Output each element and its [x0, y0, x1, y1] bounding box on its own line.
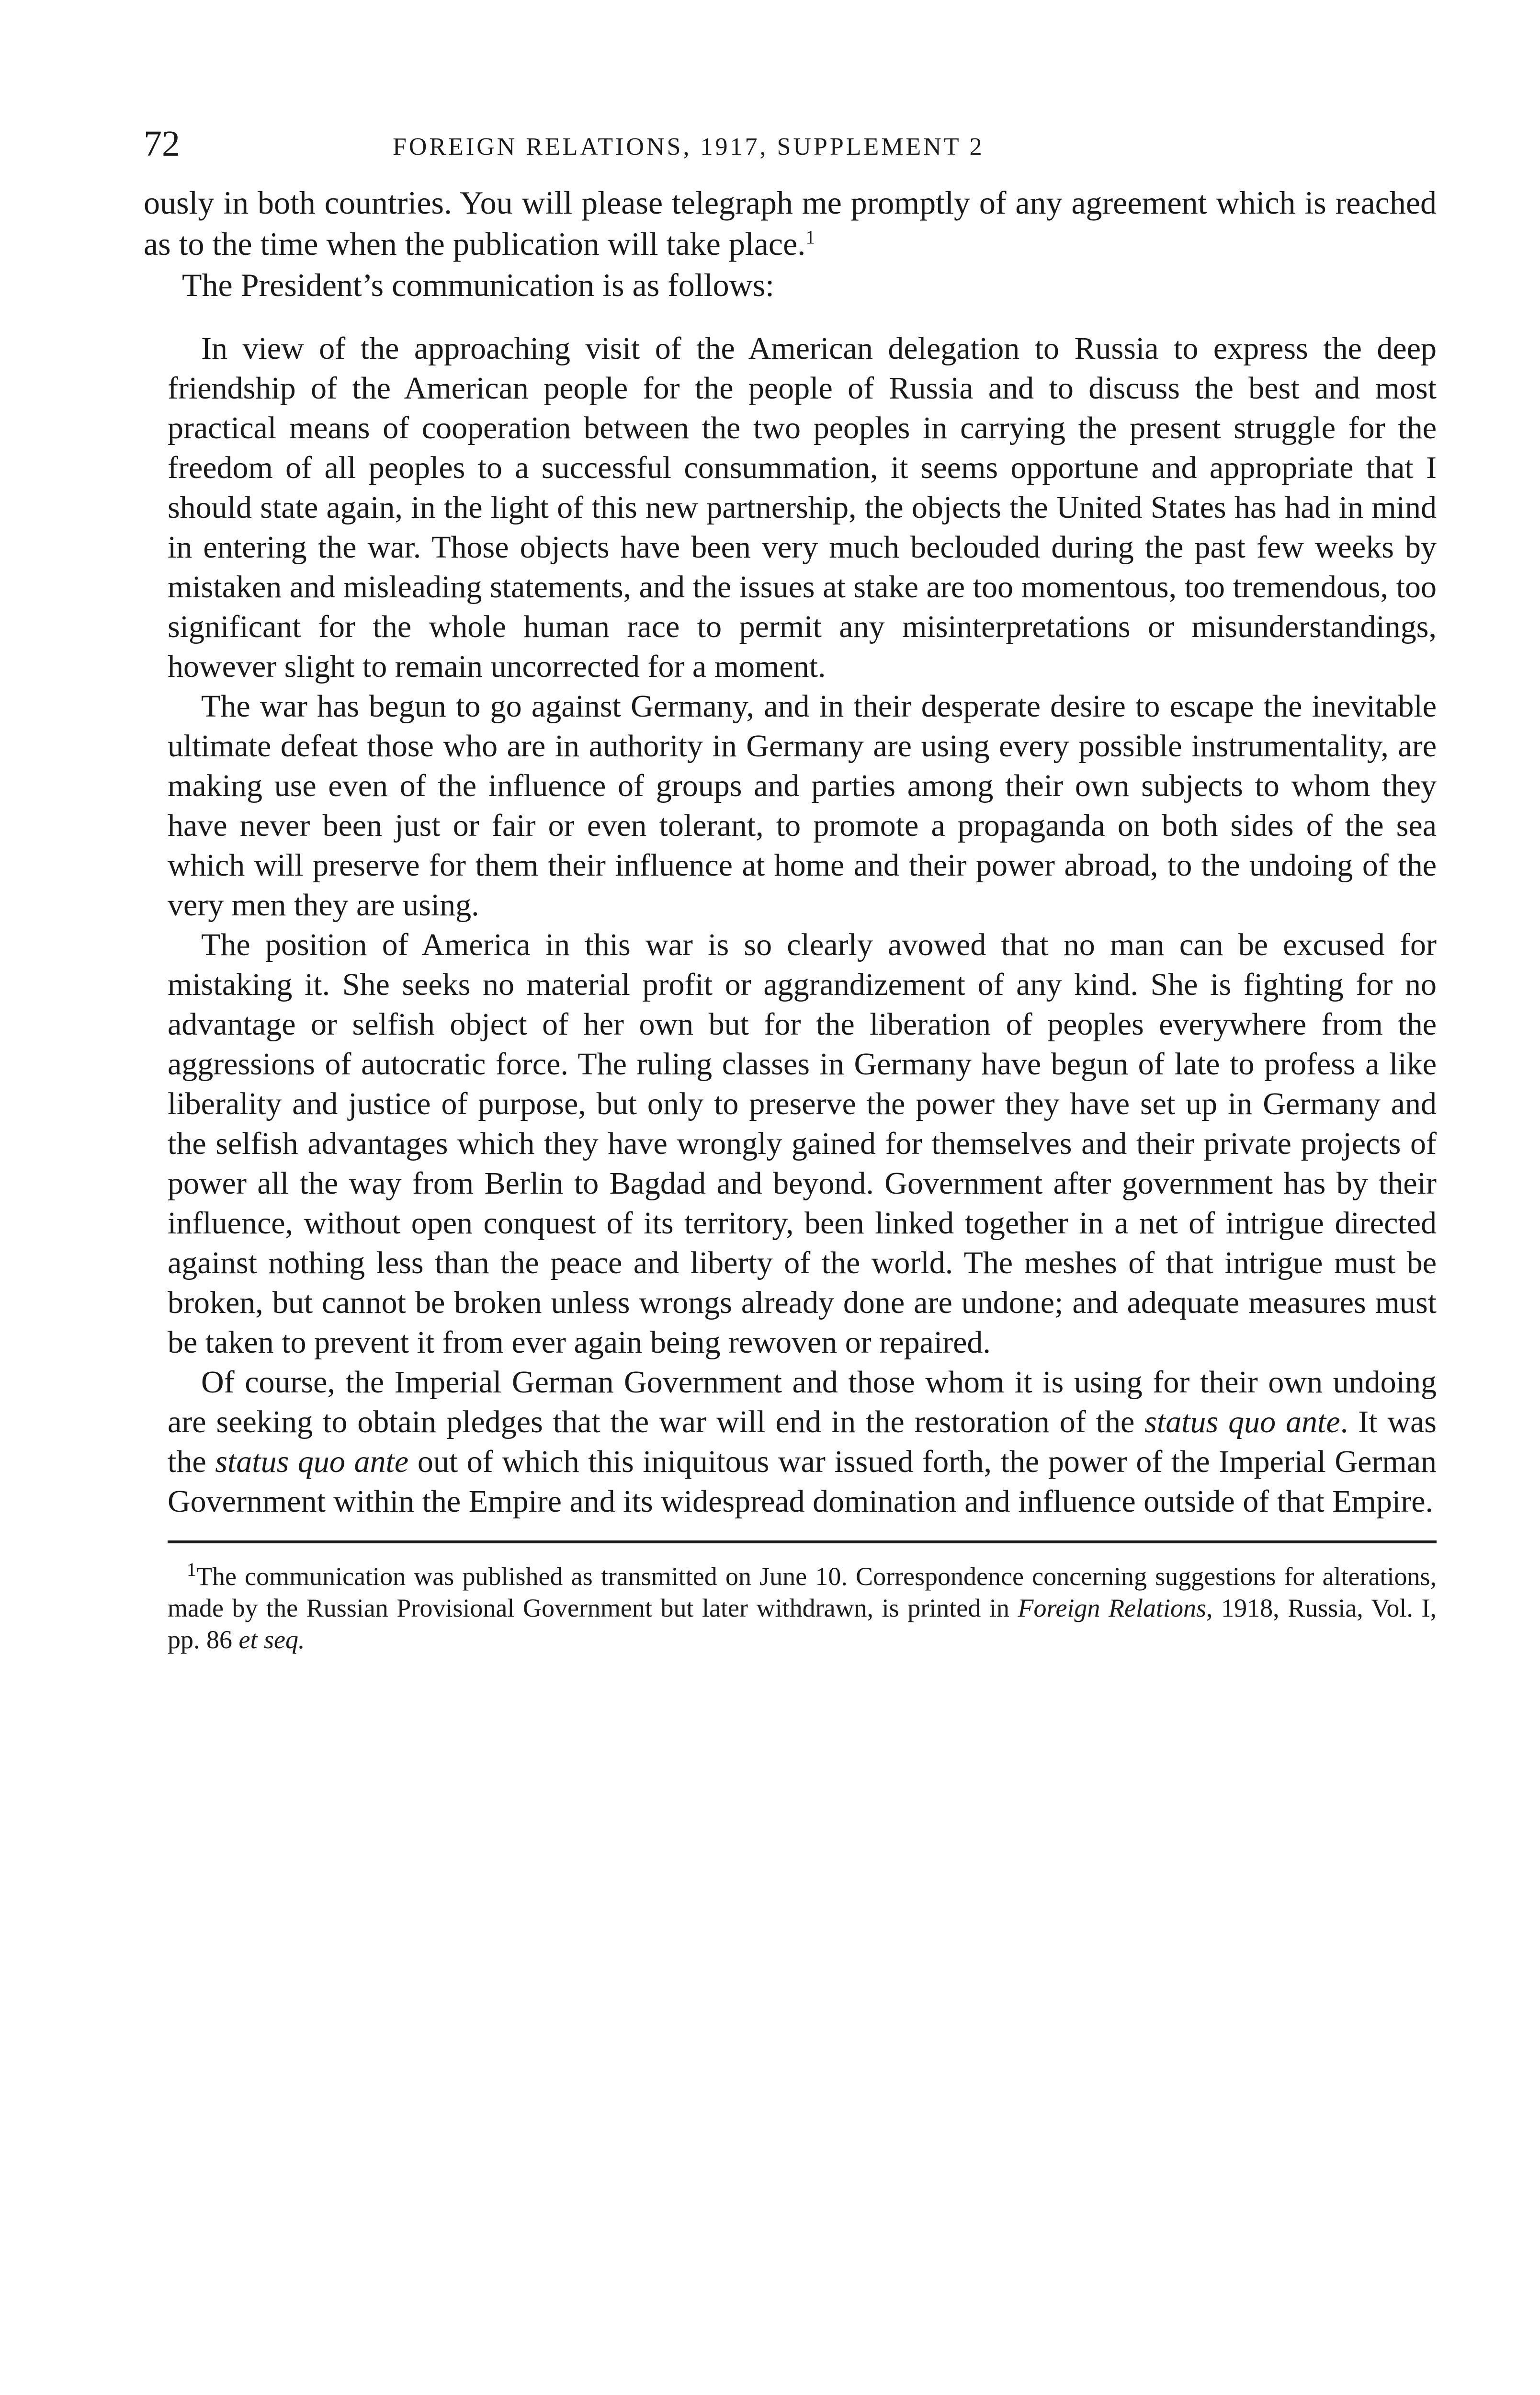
footnote-reference: 1 [805, 226, 815, 248]
italic-status-quo-ante: status quo ante [215, 1444, 409, 1479]
footnote-italic-et-seq: et seq. [238, 1625, 305, 1654]
page-number: 72 [144, 124, 180, 164]
communication-paragraph-3: The position of America in this war is so clearly avowed that no man can be excused for mistaking it. She seeks no material profit or aggrandizement of any kind. She is fighting for no advantage or selfish object of her own but for the liberation of peoples everywhere from the aggressions of autocratic force. The ruling classes in Germany have begun of late to profess a like liberality and justice of purpose, but only to preserve the power they have set up in Germany and the selfish advantages which they have wrongly gained for themselves and their private projects of power all the way from Berlin to Bagdad and beyond. Government after government has by their influence, without open conquest of its territory, been linked together in a net of intrigue directed against nothing less than the peace and liberty of the world. The meshes of that intrigue must be broken, but cannot be broken unless wrongs already done are undone; and adequate measures must be taken to prevent it from ever again being rewoven or repaired. [168, 927, 1437, 1360]
communication-paragraph-4: Of course, the Imperial German Government and those whom it is using for their own undoing are seeking to obtain pledges that the war will end in the restoration of the status quo ante. It was the status quo ante out of which this iniquitous war issued forth, the power of the Imperial German Government within the Empire and its widespread domination and influence outside of that Empire. [168, 1365, 1437, 1519]
communication-paragraph-1: In view of the approaching visit of the American delegation to Russia to express the deep friendship of the American people for the people of Russia and to discuss the best and most practical means of cooperation between the two peoples in carrying the present struggle for the freedom of all peoples to a successful consummation, it seems opportune and appropriate that I should state again, in the light of this new partnership, the objects the United States has had in mind in entering the war. Those objects have been very much beclouded during the past few weeks by mistaken and misleading statements, and the issues at stake are too momentous, too tremendous, too significant for the whole human race to permit any misinterpretations or misunderstandings, however slight to remain uncorrected for a moment. [168, 331, 1437, 684]
footnote-marker: 1 [187, 1559, 196, 1580]
footnote-italic-title: Foreign Relations [1018, 1594, 1206, 1622]
running-head: FOREIGN RELATIONS, 1917, SUPPLEMENT 2 [393, 133, 985, 160]
intro-paragraph [144, 182, 1437, 264]
footnote-divider [168, 1540, 1437, 1543]
page-header [144, 120, 1437, 177]
intro-continuation: ously in both countries. You will please telegraph me promptly of any agreement which is reached as to the time when the publication will take place. [144, 184, 1437, 262]
intro-lead-in: The President’s communication is as follows: [182, 267, 775, 303]
document-page [144, 120, 1437, 1655]
communication-paragraph-2: The war has begun to go against Germany, and in their desperate desire to escape the inevitable ultimate defeat those who are in authority in Germany are using every possible instrumentality, are making use even of the influence of groups and parties among their own subjects to whom they have never been just or fair or even tolerant, to promote a propaganda on both sides of the sea which will preserve for them their influence at home and their power abroad, to the undoing of the very men they are using. [168, 689, 1437, 923]
footnote: $^1$The communication was published as transmitted on June 10. Correspondence concerning suggestions for alterations, made by the Russian Provisional Government but later withdrawn, is printed in Foreign Relations, 1918, Russia, Vol. I, pp. 86 et seq. [168, 1559, 1437, 1654]
italic-status-quo-ante: status quo ante [1144, 1404, 1340, 1439]
president-communication [168, 329, 1437, 1521]
